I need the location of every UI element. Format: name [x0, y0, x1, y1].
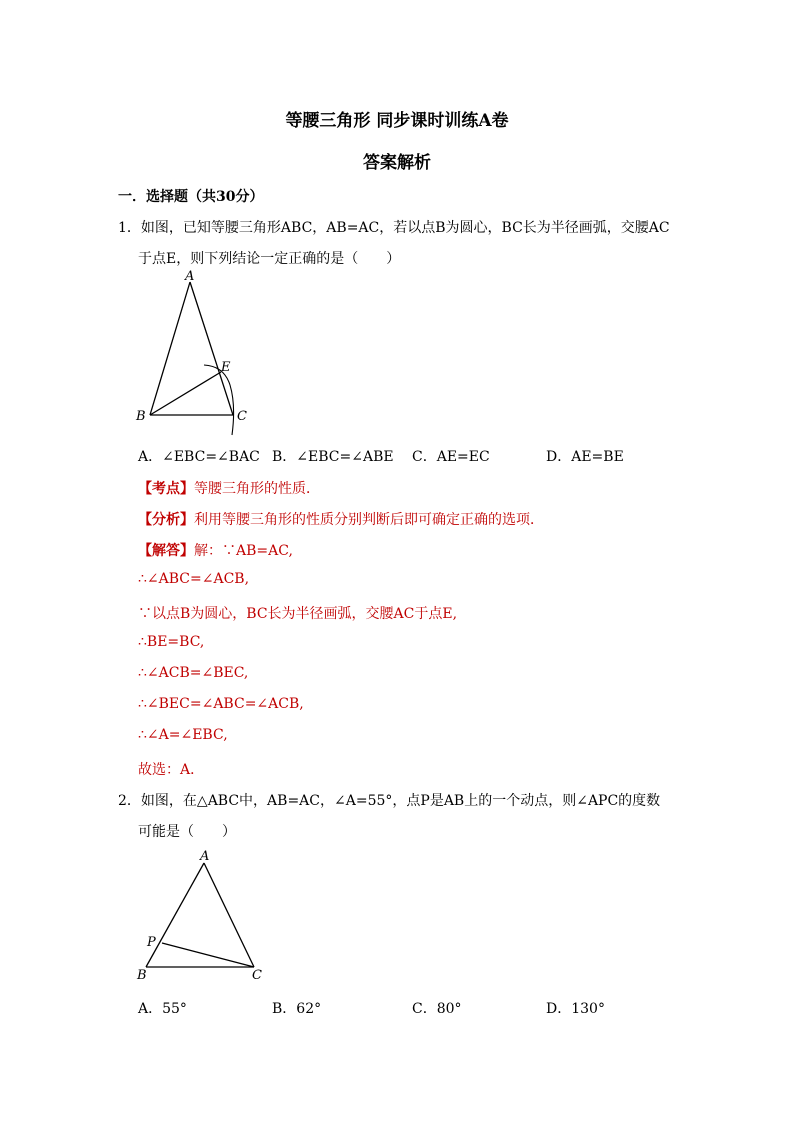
q2-figure: [132, 845, 272, 985]
q2-option-c: C．80°: [412, 1001, 462, 1017]
q1-figure: [132, 270, 272, 440]
q1-text-line2: 于点E，则下列结论一定正确的是（ ）: [138, 251, 401, 267]
solution-line-3: ∵以点B为圆心，BC长为半径画弧，交腰AC于点E,: [138, 606, 458, 622]
fenxi-text: 利用等腰三角形的性质分别判断后即可确定正确的选项．: [194, 512, 544, 528]
solution-line-1: 解：∵AB=AC,: [194, 543, 293, 559]
document-title: 等腰三角形 同步课时训练A卷: [285, 111, 509, 131]
solution-line-4: ∴BE=BC,: [138, 634, 205, 650]
q1-option-d: D．AE=BE: [546, 449, 624, 465]
q1-option-b: B．∠EBC=∠ABE: [272, 449, 394, 465]
q2-label-a: A: [200, 849, 210, 864]
solution-line-2: ∴∠ABC=∠ACB,: [138, 571, 250, 587]
q1-option-c: C．AE=EC: [412, 449, 490, 465]
q2-stem-1: 如图，在△ABC中，AB=AC，∠A=55°，点P是AB上的一个动点，则∠APC的度数: [140, 793, 661, 809]
q1-stem-1: 如图，已知等腰三角形ABC，AB=AC，若以点B为圆心，BC长为半径画弧，交腰AC: [140, 220, 670, 236]
q1-text-line1: [118, 217, 670, 237]
q2-text-line2: 可能是（ ）: [138, 824, 236, 840]
q2-number: 2．: [118, 793, 141, 809]
q1-option-a: A．∠EBC=∠BAC: [138, 449, 260, 465]
q1-fenxi: [138, 509, 544, 529]
q1-label-c: C: [237, 409, 247, 424]
q1-label-e: E: [221, 360, 231, 375]
q1-jieda: [138, 540, 293, 560]
q1-label-a: A: [185, 270, 195, 284]
jieda-tag: 【解答】: [138, 543, 194, 559]
fenxi-tag: 【分析】: [138, 512, 194, 528]
solution-line-7: ∴∠A=∠EBC,: [138, 727, 228, 743]
answer-line: 故选：A．: [138, 762, 205, 778]
q2-text-line1: [118, 790, 660, 810]
section-heading: 一．选择题（共30分）: [118, 189, 264, 205]
solution-line-6: ∴∠BEC=∠ABC=∠ACB,: [138, 696, 304, 712]
q1-label-b: B: [136, 409, 146, 424]
q2-label-b: B: [137, 968, 147, 983]
q2-option-b: B．62°: [272, 1001, 322, 1017]
kaodian-tag: 【考点】: [138, 481, 194, 497]
q1-kaodian: [138, 478, 320, 498]
q2-option-a: A．55°: [138, 1001, 187, 1017]
q2-label-p: P: [147, 935, 156, 950]
q1-number: 1．: [118, 220, 141, 236]
kaodian-text: 等腰三角形的性质．: [194, 481, 320, 497]
document-subtitle: 答案解析: [363, 153, 431, 173]
q2-label-c: C: [252, 968, 262, 983]
solution-line-5: ∴∠ACB=∠BEC,: [138, 665, 249, 681]
q2-option-d: D．130°: [546, 1001, 605, 1017]
